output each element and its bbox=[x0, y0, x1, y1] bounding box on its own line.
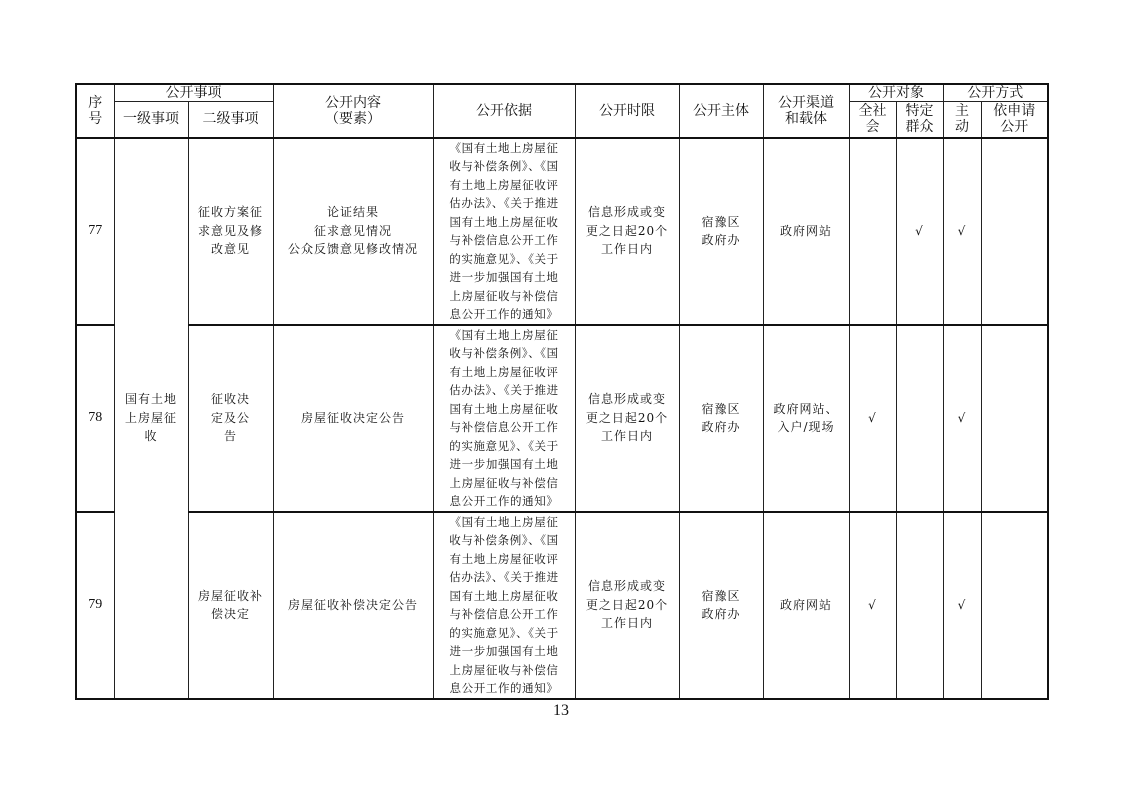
basis-line: 进一步加强国有土地 bbox=[449, 457, 559, 471]
time-limit-cell bbox=[575, 325, 679, 512]
header-channel bbox=[763, 84, 849, 138]
basis-line: 的实施意见》、《关于 bbox=[449, 438, 559, 453]
basis-line: 与补偿信息公开工作 bbox=[449, 233, 559, 247]
subject-cell bbox=[679, 325, 763, 512]
header-seq bbox=[76, 84, 114, 138]
header-level2: 二级事项 bbox=[188, 102, 273, 138]
method-apply-mark bbox=[981, 138, 1048, 325]
header-method-apply bbox=[981, 102, 1048, 138]
basis-line: 上房屋征收与补偿信 bbox=[449, 475, 559, 490]
content-line: 公众反馈意见修改情况 bbox=[287, 242, 418, 257]
basis-line: 上房屋征收与补偿信 bbox=[449, 662, 559, 677]
subject-label: 宿豫区政府办 bbox=[701, 214, 741, 247]
basis-line: 收与补偿条例》、《国 bbox=[449, 533, 559, 547]
basis-line: 有土地上房屋征收评 bbox=[449, 551, 559, 566]
level2-label: 征收决定及公告 bbox=[210, 392, 250, 444]
basis-line: 与补偿信息公开工作 bbox=[449, 607, 559, 621]
basis-line: 上房屋征收与补偿信 bbox=[449, 288, 559, 303]
method-apply-mark bbox=[981, 325, 1048, 512]
target-group-mark: √ bbox=[896, 138, 943, 325]
channel-label: 政府网站、入户/现场 bbox=[773, 401, 839, 434]
basis-line: 有土地上房屋征收评 bbox=[449, 177, 559, 192]
basis-line: 进一步加强国有土地 bbox=[449, 644, 559, 658]
header-time-limit: 公开时限 bbox=[575, 84, 679, 138]
basis-line: 《国有土地上房屋征 bbox=[449, 140, 559, 155]
header-content-line2: （要素） bbox=[325, 110, 381, 127]
content-line: 房屋征收决定公告 bbox=[300, 410, 405, 425]
time-limit-cell bbox=[575, 512, 679, 699]
header-level1: 一级事项 bbox=[114, 102, 188, 138]
basis-line: 息公开工作的通知》 bbox=[449, 494, 559, 508]
content-cell bbox=[273, 325, 433, 512]
method-active-mark: √ bbox=[943, 138, 981, 325]
basis-line: 的实施意见》、《关于 bbox=[449, 625, 559, 640]
category-label: 国有土地上房屋征收 bbox=[124, 392, 177, 444]
header-target: 公开对象 bbox=[849, 84, 943, 102]
target-all-mark: √ bbox=[849, 512, 896, 699]
basis-line: 《国有土地上房屋征 bbox=[449, 514, 559, 529]
basis-line: 进一步加强国有土地 bbox=[449, 270, 559, 284]
method-active-mark: √ bbox=[943, 512, 981, 699]
category-cell bbox=[114, 138, 188, 699]
table-header bbox=[76, 84, 1048, 138]
header-basis: 公开依据 bbox=[433, 84, 575, 138]
method-apply-mark bbox=[981, 512, 1048, 699]
content-line: 征求意见情况 bbox=[313, 223, 392, 238]
target-group-mark bbox=[896, 325, 943, 512]
time-limit-cell bbox=[575, 138, 679, 325]
row-number: 78 bbox=[76, 325, 114, 512]
basis-line: 国有土地上房屋征收 bbox=[449, 214, 559, 229]
row-number: 79 bbox=[76, 512, 114, 699]
basis-cell bbox=[433, 325, 575, 512]
content-cell bbox=[273, 512, 433, 699]
content-line: 房屋征收补偿决定公告 bbox=[287, 597, 418, 612]
target-all-mark: √ bbox=[849, 325, 896, 512]
header-target-all bbox=[849, 102, 896, 138]
basis-line: 与补偿信息公开工作 bbox=[449, 420, 559, 434]
subject-label: 宿豫区政府办 bbox=[701, 401, 741, 434]
header-method-apply-label: 依申请公开 bbox=[993, 103, 1036, 136]
basis-line: 收与补偿条例》、《国 bbox=[449, 159, 559, 173]
header-method-active-label: 主动 bbox=[955, 103, 969, 136]
header-target-all-label: 全社会 bbox=[858, 103, 887, 136]
time-limit-label: 信息形成或变更之日起20个工作日内 bbox=[585, 205, 669, 257]
basis-line: 估办法》、《关于推进 bbox=[449, 383, 559, 397]
basis-line: 国有土地上房屋征收 bbox=[449, 588, 559, 603]
header-channel-line2: 和载体 bbox=[785, 110, 827, 127]
table-row bbox=[76, 138, 1048, 325]
header-target-group-label: 特定群众 bbox=[905, 103, 934, 136]
header-subject: 公开主体 bbox=[679, 84, 763, 138]
subject-cell bbox=[679, 512, 763, 699]
subject-label: 宿豫区政府办 bbox=[701, 588, 741, 621]
basis-line: 《国有土地上房屋征 bbox=[449, 327, 559, 342]
target-all-mark bbox=[849, 138, 896, 325]
basis-line: 有土地上房屋征收评 bbox=[449, 364, 559, 379]
header-target-group bbox=[896, 102, 943, 138]
channel-cell: 政府网站 bbox=[763, 138, 849, 325]
page-number: 13 bbox=[553, 702, 569, 719]
header-content-line1: 公开内容 bbox=[325, 94, 381, 111]
row-number: 77 bbox=[76, 138, 114, 325]
table-row bbox=[76, 325, 1048, 512]
basis-line: 的实施意见》、《关于 bbox=[449, 251, 559, 266]
subject-cell bbox=[679, 138, 763, 325]
table-row bbox=[76, 512, 1048, 699]
header-content bbox=[273, 84, 433, 138]
content-line: 论证结果 bbox=[326, 205, 379, 220]
header-matter: 公开事项 bbox=[114, 84, 273, 102]
header-method: 公开方式 bbox=[943, 84, 1048, 102]
channel-cell bbox=[763, 325, 849, 512]
time-limit-label: 信息形成或变更之日起20个工作日内 bbox=[585, 579, 669, 631]
target-group-mark bbox=[896, 512, 943, 699]
level2-label: 房屋征收补偿决定 bbox=[197, 588, 263, 621]
time-limit-label: 信息形成或变更之日起20个工作日内 bbox=[585, 392, 669, 444]
basis-line: 息公开工作的通知》 bbox=[449, 307, 559, 321]
method-active-mark: √ bbox=[943, 325, 981, 512]
basis-line: 收与补偿条例》、《国 bbox=[449, 346, 559, 360]
disclosure-table bbox=[75, 83, 1049, 700]
basis-line: 国有土地上房屋征收 bbox=[449, 401, 559, 416]
level2-cell bbox=[188, 325, 273, 512]
header-seq-label: 序号 bbox=[88, 94, 103, 127]
basis-line: 估办法》、《关于推进 bbox=[449, 196, 559, 210]
header-method-active bbox=[943, 102, 981, 138]
basis-line: 息公开工作的通知》 bbox=[449, 681, 559, 695]
level2-cell bbox=[188, 512, 273, 699]
basis-line: 估办法》、《关于推进 bbox=[449, 570, 559, 584]
level2-label: 征收方案征求意见及修改意见 bbox=[197, 205, 263, 257]
channel-cell: 政府网站 bbox=[763, 512, 849, 699]
level2-cell bbox=[188, 138, 273, 325]
content-cell bbox=[273, 138, 433, 325]
basis-cell bbox=[433, 512, 575, 699]
basis-cell bbox=[433, 138, 575, 325]
header-channel-line1: 公开渠道 bbox=[778, 94, 834, 111]
